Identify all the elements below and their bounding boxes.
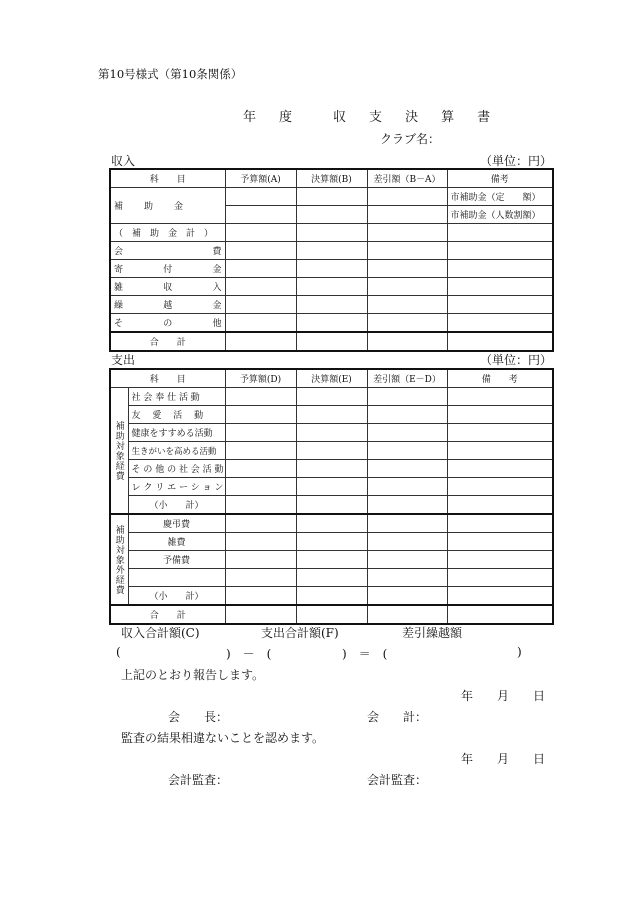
label-part: 雑 bbox=[114, 283, 124, 293]
header-settled: 決算額(B) bbox=[296, 169, 367, 188]
auditor2-label: 会計監査： bbox=[367, 773, 428, 787]
table-cell[interactable] bbox=[296, 278, 367, 296]
table-cell[interactable] bbox=[367, 242, 447, 260]
table-cell[interactable] bbox=[447, 406, 553, 424]
label-part: 越 bbox=[163, 301, 173, 311]
row-label: 慶弔費 bbox=[128, 514, 225, 533]
table-cell[interactable] bbox=[296, 587, 367, 606]
table-cell[interactable] bbox=[225, 551, 296, 569]
table-row bbox=[110, 514, 553, 533]
table-cell[interactable] bbox=[296, 460, 367, 478]
table-row bbox=[110, 242, 553, 260]
income-section-label: 収入 bbox=[111, 154, 136, 168]
table-cell[interactable] bbox=[296, 260, 367, 278]
audit-statement: 監査の結果相違ないことを認めます。 bbox=[121, 731, 325, 745]
label-part: 他 bbox=[212, 319, 222, 329]
table-cell[interactable] bbox=[447, 424, 553, 442]
table-cell[interactable] bbox=[447, 388, 553, 406]
header-diff: 差引額（E－D） bbox=[367, 369, 447, 388]
table-cell[interactable] bbox=[367, 551, 447, 569]
table-cell[interactable] bbox=[225, 569, 296, 587]
total-row bbox=[110, 332, 553, 351]
table-cell[interactable] bbox=[296, 332, 367, 351]
title-char: 年 bbox=[243, 110, 258, 125]
table-cell[interactable] bbox=[225, 514, 296, 533]
table-row bbox=[110, 188, 553, 206]
row-label: 予備費 bbox=[128, 551, 225, 569]
table-row bbox=[110, 296, 553, 314]
table-cell[interactable] bbox=[225, 388, 296, 406]
table-cell[interactable] bbox=[447, 224, 553, 242]
table-cell[interactable] bbox=[367, 224, 447, 242]
table-cell[interactable] bbox=[447, 478, 553, 496]
title-char: 書 bbox=[477, 110, 492, 125]
header-budget: 予算額(A) bbox=[225, 169, 296, 188]
table-cell[interactable] bbox=[367, 388, 447, 406]
table-cell[interactable] bbox=[447, 460, 553, 478]
row-label bbox=[110, 296, 225, 314]
expense-unit: （単位：円） bbox=[480, 353, 553, 367]
table-row bbox=[110, 569, 553, 587]
paren-open: ( bbox=[116, 645, 121, 659]
row-label: 健康をすすめる活動 bbox=[128, 424, 225, 442]
expense-total-label: 支出合計額(F) bbox=[261, 626, 339, 640]
table-cell[interactable] bbox=[296, 206, 367, 224]
carryover-label: 差引繰越額 bbox=[402, 626, 463, 640]
total-row bbox=[110, 605, 553, 624]
table-cell[interactable] bbox=[367, 605, 447, 624]
table-row bbox=[110, 478, 553, 496]
table-cell[interactable] bbox=[367, 442, 447, 460]
table-cell[interactable] bbox=[225, 496, 296, 515]
table-cell[interactable] bbox=[296, 424, 367, 442]
table-cell[interactable] bbox=[367, 533, 447, 551]
table-row bbox=[110, 224, 553, 242]
row-label: 社 会 奉 仕 活 動 bbox=[128, 388, 225, 406]
header-settled: 決算額(E) bbox=[296, 369, 367, 388]
row-label: 友 愛 活 動 bbox=[128, 406, 225, 424]
table-cell[interactable] bbox=[447, 587, 553, 606]
paren-close: ) bbox=[517, 645, 522, 659]
table-cell[interactable] bbox=[296, 406, 367, 424]
table-cell[interactable] bbox=[367, 424, 447, 442]
subtotal-row bbox=[110, 587, 553, 606]
table-row bbox=[110, 442, 553, 460]
table-cell[interactable] bbox=[447, 314, 553, 333]
row-label: レ ク リ エ ー シ ョ ン bbox=[128, 478, 225, 496]
subsidy-total-label: （ 補 助 金 計 ） bbox=[110, 224, 225, 242]
table-row bbox=[110, 260, 553, 278]
label-part: 繰 bbox=[114, 301, 124, 311]
income-table bbox=[109, 168, 554, 352]
table-cell[interactable] bbox=[225, 242, 296, 260]
income-unit: （単位：円） bbox=[480, 154, 553, 168]
row-label: 雑費 bbox=[128, 533, 225, 551]
club-name-label: クラブ名： bbox=[380, 132, 441, 146]
table-cell[interactable] bbox=[447, 332, 553, 351]
row-label: （小 計） bbox=[128, 496, 225, 515]
label-part: 付 bbox=[163, 265, 173, 275]
label-part: そ bbox=[114, 319, 124, 329]
table-row bbox=[110, 460, 553, 478]
table-cell[interactable] bbox=[447, 569, 553, 587]
table-row bbox=[110, 406, 553, 424]
title-char: 支 bbox=[369, 110, 384, 125]
subsidized-expense-label: 補助対象経費 bbox=[113, 420, 124, 481]
table-cell[interactable] bbox=[225, 206, 296, 224]
subtotal-row bbox=[110, 496, 553, 515]
table-cell[interactable] bbox=[367, 569, 447, 587]
title-char: 度 bbox=[279, 110, 294, 125]
table-cell[interactable] bbox=[447, 260, 553, 278]
date-month: 月 bbox=[497, 752, 510, 766]
table-cell[interactable] bbox=[296, 388, 367, 406]
table-cell[interactable] bbox=[367, 188, 447, 206]
label-part: 会 bbox=[114, 247, 124, 257]
table-cell[interactable] bbox=[447, 442, 553, 460]
header-item: 科 目 bbox=[110, 169, 225, 188]
title-char: 算 bbox=[441, 110, 456, 125]
date-month: 月 bbox=[497, 689, 510, 703]
row-label bbox=[110, 314, 225, 333]
table-cell[interactable] bbox=[225, 314, 296, 333]
title-char: 収 bbox=[333, 110, 348, 125]
table-cell[interactable] bbox=[447, 533, 553, 551]
table-cell[interactable] bbox=[296, 533, 367, 551]
row-label: そ の 他 の 社 会 活 動 bbox=[128, 460, 225, 478]
table-header-row bbox=[110, 369, 553, 388]
header-remarks: 備 考 bbox=[447, 369, 553, 388]
table-cell[interactable] bbox=[367, 332, 447, 351]
table-cell[interactable] bbox=[296, 605, 367, 624]
subsidy-note: 市補助金（定 額） bbox=[447, 188, 553, 206]
table-cell[interactable] bbox=[296, 569, 367, 587]
table-cell[interactable] bbox=[225, 460, 296, 478]
row-label: 生きがいを高める活動 bbox=[128, 442, 225, 460]
table-cell[interactable] bbox=[225, 587, 296, 606]
table-header-row bbox=[110, 169, 553, 188]
table-cell[interactable] bbox=[225, 332, 296, 351]
table-cell[interactable] bbox=[447, 551, 553, 569]
subsidy-label: 補 助 金 bbox=[110, 188, 225, 224]
table-cell[interactable] bbox=[367, 406, 447, 424]
form-number: 第10号様式（第10条関係） bbox=[98, 67, 243, 81]
group-label-cell bbox=[110, 388, 128, 515]
group-label-cell bbox=[110, 514, 128, 605]
table-cell[interactable] bbox=[296, 296, 367, 314]
auditor1-label: 会計監査： bbox=[168, 773, 229, 787]
date-year: 年 bbox=[461, 689, 474, 703]
income-total-label: 収入合計額(C) bbox=[121, 626, 200, 640]
table-cell[interactable] bbox=[367, 587, 447, 606]
table-cell[interactable] bbox=[296, 496, 367, 515]
total-label: 合 計 bbox=[110, 332, 225, 351]
table-cell[interactable] bbox=[225, 260, 296, 278]
equals-sign: ) ＝ ( bbox=[342, 647, 388, 661]
table-cell[interactable] bbox=[447, 278, 553, 296]
label-part: 費 bbox=[212, 247, 222, 257]
report-statement: 上記のとおり報告します。 bbox=[121, 668, 265, 682]
table-cell[interactable] bbox=[225, 605, 296, 624]
table-cell[interactable] bbox=[447, 605, 553, 624]
table-cell[interactable] bbox=[225, 442, 296, 460]
table-cell[interactable] bbox=[296, 188, 367, 206]
total-label: 合 計 bbox=[110, 605, 225, 624]
table-cell[interactable] bbox=[367, 314, 447, 333]
expense-section-label: 支出 bbox=[111, 353, 136, 367]
subsidy-note: 市補助金（人数割額） bbox=[447, 206, 553, 224]
table-row bbox=[110, 278, 553, 296]
date-year: 年 bbox=[461, 752, 474, 766]
table-row bbox=[110, 424, 553, 442]
document-title bbox=[243, 106, 513, 125]
table-cell[interactable] bbox=[367, 496, 447, 515]
table-row bbox=[110, 533, 553, 551]
row-label bbox=[110, 242, 225, 260]
table-cell[interactable] bbox=[225, 188, 296, 206]
header-budget: 予算額(D) bbox=[225, 369, 296, 388]
title-char: 決 bbox=[405, 110, 420, 125]
table-cell[interactable] bbox=[225, 533, 296, 551]
table-cell[interactable] bbox=[367, 478, 447, 496]
table-cell[interactable] bbox=[367, 260, 447, 278]
date-day: 日 bbox=[533, 689, 546, 703]
label-part: 金 bbox=[212, 265, 222, 275]
treasurer-label: 会 計： bbox=[367, 710, 428, 724]
table-cell[interactable] bbox=[296, 314, 367, 333]
table-cell[interactable] bbox=[367, 296, 447, 314]
row-label bbox=[110, 260, 225, 278]
table-cell[interactable] bbox=[367, 460, 447, 478]
date-day: 日 bbox=[533, 752, 546, 766]
table-cell[interactable] bbox=[225, 224, 296, 242]
table-cell[interactable] bbox=[296, 242, 367, 260]
non-subsidized-expense-label: 補助対象外経費 bbox=[113, 524, 124, 595]
table-cell[interactable] bbox=[447, 496, 553, 515]
table-cell[interactable] bbox=[367, 278, 447, 296]
minus-sign: ) － ( bbox=[226, 647, 272, 661]
table-cell[interactable] bbox=[447, 514, 553, 533]
table-cell[interactable] bbox=[225, 424, 296, 442]
table-cell[interactable] bbox=[367, 206, 447, 224]
chair-label: 会 長： bbox=[168, 710, 229, 724]
row-label bbox=[110, 278, 225, 296]
table-cell[interactable] bbox=[296, 551, 367, 569]
label-part: 金 bbox=[212, 301, 222, 311]
label-part: 寄 bbox=[114, 265, 124, 275]
table-cell[interactable] bbox=[447, 296, 553, 314]
table-cell[interactable] bbox=[447, 242, 553, 260]
row-label: （小 計） bbox=[128, 587, 225, 606]
header-diff: 差引額（B－A） bbox=[367, 169, 447, 188]
expense-table bbox=[109, 368, 554, 625]
label-part: 入 bbox=[212, 283, 222, 293]
table-cell[interactable] bbox=[225, 406, 296, 424]
label-part: の bbox=[163, 319, 173, 329]
table-row bbox=[110, 388, 553, 406]
row-label bbox=[128, 569, 225, 587]
label-part: 収 bbox=[163, 283, 173, 293]
table-cell[interactable] bbox=[225, 278, 296, 296]
table-cell[interactable] bbox=[225, 296, 296, 314]
header-item: 科 目 bbox=[110, 369, 225, 388]
table-cell[interactable] bbox=[296, 442, 367, 460]
table-cell[interactable] bbox=[367, 514, 447, 533]
table-cell[interactable] bbox=[296, 514, 367, 533]
header-remarks: 備考 bbox=[447, 169, 553, 188]
table-cell[interactable] bbox=[296, 478, 367, 496]
table-cell[interactable] bbox=[296, 224, 367, 242]
table-cell[interactable] bbox=[225, 478, 296, 496]
table-row bbox=[110, 314, 553, 333]
table-row bbox=[110, 551, 553, 569]
